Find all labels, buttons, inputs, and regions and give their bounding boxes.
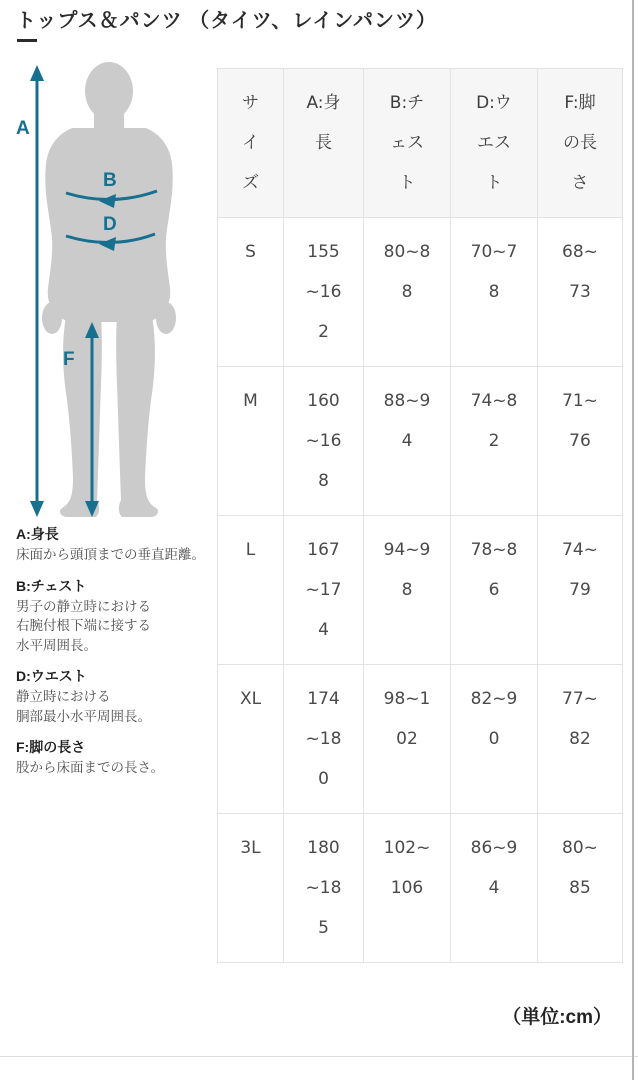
column-header-chest: B:チェスト	[364, 69, 451, 218]
value-cell: 77~82	[538, 665, 623, 814]
value-cell: 70~78	[451, 218, 538, 367]
size-cell: S	[218, 218, 284, 367]
bottom-divider	[0, 1056, 638, 1057]
value-cell: 71~76	[538, 367, 623, 516]
legend-term: F:脚の長さ	[16, 739, 86, 755]
value-cell: 78~86	[451, 516, 538, 665]
unit-note: （単位:cm）	[502, 1007, 612, 1028]
value-cell: 94~98	[364, 516, 451, 665]
value-cell: 82~90	[451, 665, 538, 814]
legend-group-chest	[16, 576, 216, 656]
value-cell: 174~180	[284, 665, 364, 814]
arrow-label-d: D	[103, 214, 117, 235]
legend-desc-line: 床面から頭頂までの垂直距離。	[16, 547, 205, 562]
column-header-leg: F:脚の長さ	[538, 69, 623, 218]
height-arrowhead-bottom-icon	[30, 501, 44, 517]
legend-desc-line: 水平周囲長。	[16, 637, 97, 653]
body-measurement-figure	[0, 58, 215, 520]
size-table	[217, 68, 623, 963]
value-cell: 74~82	[451, 367, 538, 516]
value-cell: 86~94	[451, 814, 538, 963]
column-header-size: サイズ	[218, 69, 284, 218]
value-cell: 80~85	[538, 814, 623, 963]
value-cell: 155~162	[284, 218, 364, 367]
value-cell: 160~168	[284, 367, 364, 516]
table-header-row	[218, 69, 623, 218]
size-row-l	[218, 516, 623, 665]
size-cell: XL	[218, 665, 284, 814]
value-cell: 167~174	[284, 516, 364, 665]
legend-desc-line: 静立時における	[16, 689, 111, 704]
legend-term: B:チェスト	[16, 577, 87, 594]
legend-group-leg	[16, 737, 216, 778]
height-arrowhead-top-icon	[30, 65, 44, 81]
title-underline	[17, 39, 37, 42]
legend-desc-line: 股から床面までの長さ。	[16, 760, 164, 775]
column-header-waist: D:ウエスト	[451, 69, 538, 218]
column-header-height: A:身長	[284, 69, 364, 218]
legend-desc-line: 男子の静立時における	[16, 598, 151, 614]
legend-term: A:身長	[16, 526, 59, 542]
size-row-xl	[218, 665, 623, 814]
value-cell: 88~94	[364, 367, 451, 516]
size-cell: 3L	[218, 814, 284, 963]
value-cell: 68~73	[538, 218, 623, 367]
size-row-s	[218, 218, 623, 367]
body-silhouette	[42, 62, 176, 517]
arrow-label-b: B	[103, 170, 117, 191]
page-right-border	[632, 0, 634, 1080]
value-cell: 98~102	[364, 665, 451, 814]
size-cell: M	[218, 367, 284, 516]
arrow-label-a: A	[16, 118, 30, 139]
page-title: トップス＆パンツ （タイツ、レインパンツ）	[16, 10, 437, 32]
value-cell: 180~185	[284, 814, 364, 963]
legend-desc-line: 胴部最小水平周囲長。	[16, 708, 151, 724]
legend-desc-line: 右腕付根下端に接する	[16, 618, 151, 633]
value-cell: 74~79	[538, 516, 623, 665]
arrow-label-f: F	[63, 349, 75, 370]
size-row-m	[218, 367, 623, 516]
size-cell: L	[218, 516, 284, 665]
value-cell: 80~88	[364, 218, 451, 367]
value-cell: 102~106	[364, 814, 451, 963]
measurement-legend	[16, 524, 216, 789]
legend-group-height	[16, 524, 216, 565]
legend-term: D:ウエスト	[16, 668, 87, 684]
legend-group-waist	[16, 666, 216, 726]
size-row-3l	[218, 814, 623, 963]
